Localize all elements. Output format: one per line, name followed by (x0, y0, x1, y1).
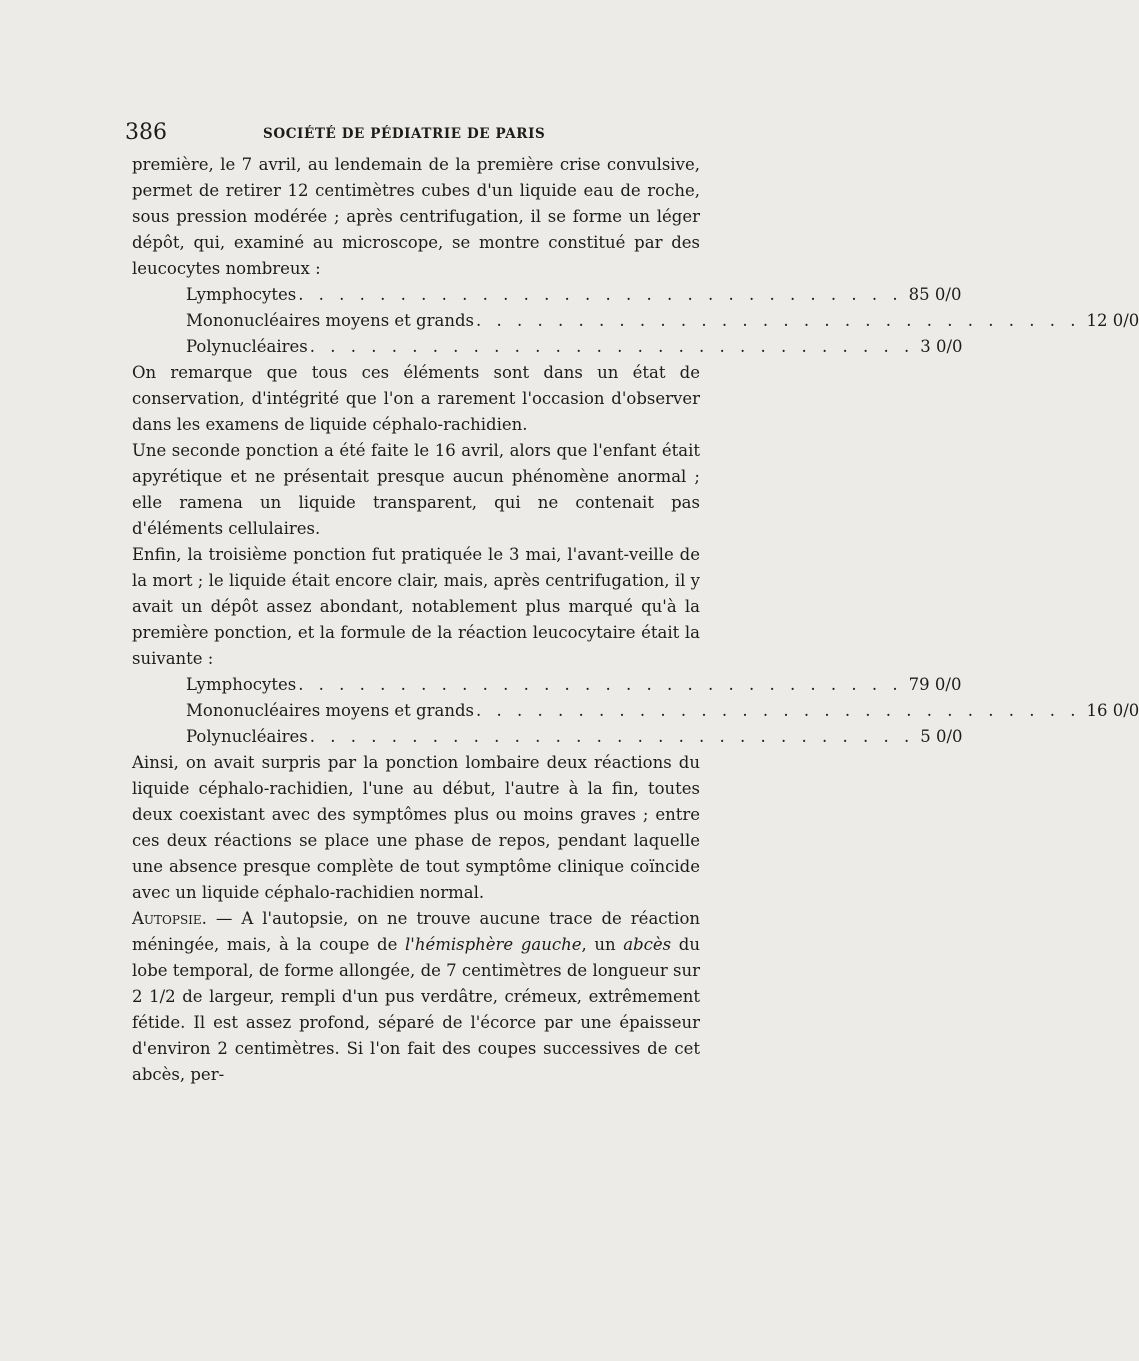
cell-count-table-1 (186, 282, 1139, 360)
leader-dots: . . . . . . . . . . . . . . . . . . . . . . . . . . . . . . (476, 701, 1081, 720)
leader-dots: . . . . . . . . . . . . . . . . . . . . . . . . . . . . . . (309, 727, 915, 746)
row-value: 85 0/0 (908, 285, 962, 304)
italic-term: abcès (623, 935, 672, 954)
leader-dots: . . . . . . . . . . . . . . . . . . . . . . . . . . . . . . (298, 675, 903, 694)
row-label: Polynucléaires (186, 337, 308, 356)
paragraph-4: Enfin, la troisième ponction fut pratiquée le 3 mai, l'avant-veille de la mort ; le liquide était encore clair, mais, après centrifugation, il y avait un dépôt assez abondant, notablement plus marqué qu'à la première ponction, et la formule de la réaction leucocytaire était la suivante : (132, 545, 700, 668)
row-value: 16 0/0 (1086, 701, 1139, 720)
table-row (186, 698, 1139, 724)
row-label: Lymphocytes (186, 285, 297, 304)
row-label: Lymphocytes (186, 675, 297, 694)
page-number: 386 (125, 120, 167, 145)
table-row (186, 724, 963, 750)
row-label: Mononucléaires moyens et grands (186, 311, 474, 330)
leader-dots: . . . . . . . . . . . . . . . . . . . . . . . . . . . . . . (309, 337, 915, 356)
body-text (132, 152, 1139, 1088)
paragraph-1: première, le 7 avril, au lendemain de la première crise convulsive, permet de retirer 12 centimètres cubes d'un liquide eau de roche, sous pression modérée ; après centrifugation, il se forme un léger dépôt, qui, examiné au microscope, se montre constitué par des leucocytes nombreux : (132, 155, 700, 278)
paragraph-2: On remarque que tous ces éléments sont dans un état de conservation, d'intégrité que l'on a rarement l'occasion d'observer dans les examens de liquide céphalo-rachidien. (132, 363, 700, 434)
table-row (186, 308, 1139, 334)
table-row (186, 672, 962, 698)
paragraph-6 (132, 906, 700, 1088)
table-row (186, 334, 963, 360)
row-value: 79 0/0 (908, 675, 962, 694)
italic-term: l'hémisphère gauche (405, 935, 582, 954)
leader-dots: . . . . . . . . . . . . . . . . . . . . . . . . . . . . . . (298, 285, 903, 304)
row-value: 3 0/0 (920, 337, 963, 356)
leader-dots: . . . . . . . . . . . . . . . . . . . . . . . . . . . . . . (476, 311, 1081, 330)
paragraph-5: Ainsi, on avait surpris par la ponction lombaire deux réactions du liquide céphalo-rachidien, l'une au début, l'autre à la fin, toutes deux coexistant avec des symptômes plus ou moins graves ; entre ces deux réactions se place une phase de repos, pendant laquelle une absence presque complète de tout symptôme clinique coïncide avec un liquide céphalo-rachidien normal. (132, 753, 700, 902)
row-value: 12 0/0 (1086, 311, 1139, 330)
page-header (125, 120, 700, 146)
text-segment: , un (581, 935, 624, 954)
row-label: Polynucléaires (186, 727, 308, 746)
section-lead: Autopsie. (132, 909, 207, 928)
text-segment: — A l'autopsie, on ne trouve aucune trace de réaction méningée, mais, à la coupe de (132, 909, 700, 954)
row-label: Mononucléaires moyens et grands (186, 701, 474, 720)
running-head: SOCIÉTÉ DE PÉDIATRIE DE PARIS (263, 126, 546, 142)
text-segment: du lobe temporal, de forme allongée, de 7 centimètres de longueur sur 2 1/2 de largeur, rempli d'un pus verdâtre, crémeux, extrêmement fétide. Il est assez profond, séparé de l'écorce par une épaisseur d'environ 2 centimètres. Si l'on fait des coupes successives de cet abcès, per- (132, 935, 700, 1084)
cell-count-table-2 (186, 672, 1139, 750)
table-row (186, 282, 962, 308)
paragraph-3: Une seconde ponction a été faite le 16 avril, alors que l'enfant était apyrétique et ne présentait presque aucun phénomène anormal ; elle ramena un liquide transparent, qui ne contenait pas d'éléments cellulaires. (132, 441, 700, 538)
row-value: 5 0/0 (920, 727, 963, 746)
